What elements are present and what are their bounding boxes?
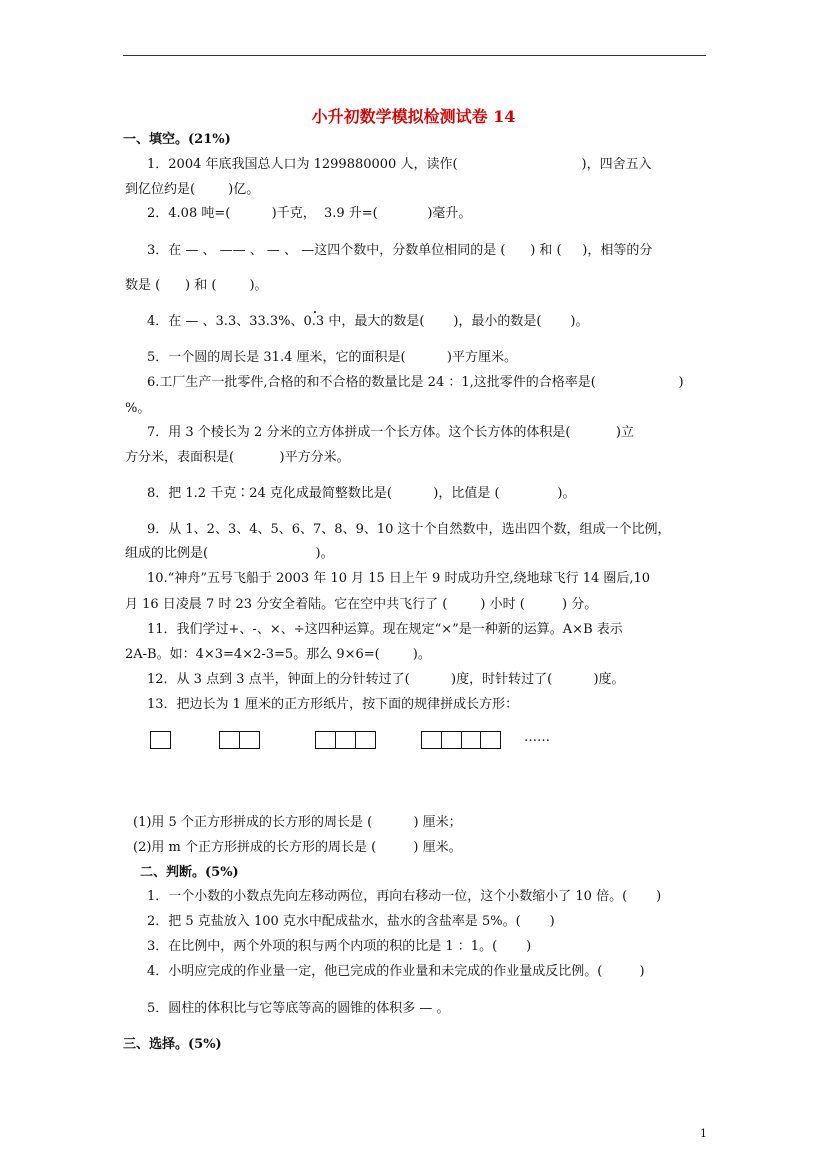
section-heading: 一、填空。(21%) <box>123 132 231 147</box>
square-row-2 <box>219 731 260 749</box>
ellipsis: …… <box>524 730 550 745</box>
page-number: 1 <box>700 1127 707 1140</box>
question-line: 12．从 3 点到 3 点半，钟面上的分针转过了( )度，时针转过了( )度。 <box>147 672 625 687</box>
question-line: 9．从 1、2、3、4、5、6、7、8、9、10 这十个自然数中，选出四个数，组成一个比例， <box>147 522 671 537</box>
question-line: 2A-B。如：4×3=4×2-3=5。那么 9×6=( )。 <box>125 647 431 662</box>
question-line: 7．用 3 个棱长为 2 分米的立方体拼成一个长方体。这个长方体的体积是( )立 <box>147 425 634 440</box>
question-line: 到亿位约是( )亿。 <box>125 182 260 197</box>
question-line: 8．把 1.2 千克∶24 克化成最简整数比是( )，比值是 ( )。 <box>147 486 576 501</box>
question-line: 组成的比例是( )。 <box>125 546 334 561</box>
question-line: 5．圆柱的体积比与它等底等高的圆锥的体积多 — 。 <box>147 1001 450 1016</box>
section-heading: 三、选择。(5%) <box>123 1037 222 1052</box>
question-line: 10.“神舟”五号飞船于 2003 年 10 月 15 日上午 9 时成功升空,绕地球飞行 14 圈后,10 <box>147 571 651 586</box>
question-line: 月 16 日凌晨 7 时 23 分安全着陆。它在空中共飞行了 ( ) 小时 ( ) 分。 <box>125 597 598 612</box>
question-line: 11．我们学过+、-、×、÷这四种运算。现在规定“×”是一种新的运算。A×B 表示 <box>147 622 623 637</box>
question-line: 2．4.08 吨=( )千克， 3.9 升=( )毫升。 <box>147 206 472 221</box>
question-line: 1．2004 年底我国总人口为 1299880000 人，读作( )，四舍五入 <box>147 157 652 172</box>
question-line: 4．在 — 、3.3、33.3%、0.3 中，最大的数是( )，最小的数是( )。 <box>147 314 589 329</box>
square-row-1 <box>150 731 171 749</box>
section-heading: 二、判断。(5%) <box>140 865 239 880</box>
square-row-4 <box>421 731 501 749</box>
page-title: 小升初数学模拟检测试卷 14 <box>311 107 516 126</box>
square-row-3 <box>315 731 376 749</box>
question-line: (1)用 5 个正方形拼成的长方形的周长是 ( ) 厘米； <box>133 815 462 830</box>
question-line: 13．把边长为 1 厘米的正方形纸片，按下面的规律拼成长方形： <box>147 697 519 712</box>
question-line: (2)用 m 个正方形拼成的长方形的周长是 ( ) 厘米。 <box>133 840 462 855</box>
question-line: %。 <box>125 401 151 416</box>
question-line: 3．在 — 、 —— 、 — 、 —这四个数中，分数单位相同的是 ( ) 和 ( )，相等的分 <box>147 243 653 258</box>
question-line: 1．一个小数的小数点先向左移动两位，再向右移动一位，这个小数缩小了 10 倍。( ) <box>147 889 662 904</box>
question-line: 5．一个圆的周长是 31.4 厘米，它的面积是( )平方厘米。 <box>147 350 517 365</box>
question-line: 2．把 5 克盐放入 100 克水中配成盐水，盐水的含盐率是 5%。( ) <box>147 914 555 929</box>
question-line: 数是 ( ) 和 ( )。 <box>125 278 268 293</box>
question-line: 3．在比例中，两个外项的积与两个内项的积的比是 1 ：1。( ) <box>147 939 532 954</box>
question-line: 方分米，表面积是( )平方分米。 <box>125 450 350 465</box>
question-line: 4．小明应完成的作业量一定，他已完成的作业量和未完成的作业量成反比例。( ) <box>147 964 645 979</box>
header-rule <box>123 55 706 56</box>
question-line: 6.工厂生产一批零件,合格的和不合格的数量比是 24 ：1,这批零件的合格率是( ) <box>147 375 684 390</box>
